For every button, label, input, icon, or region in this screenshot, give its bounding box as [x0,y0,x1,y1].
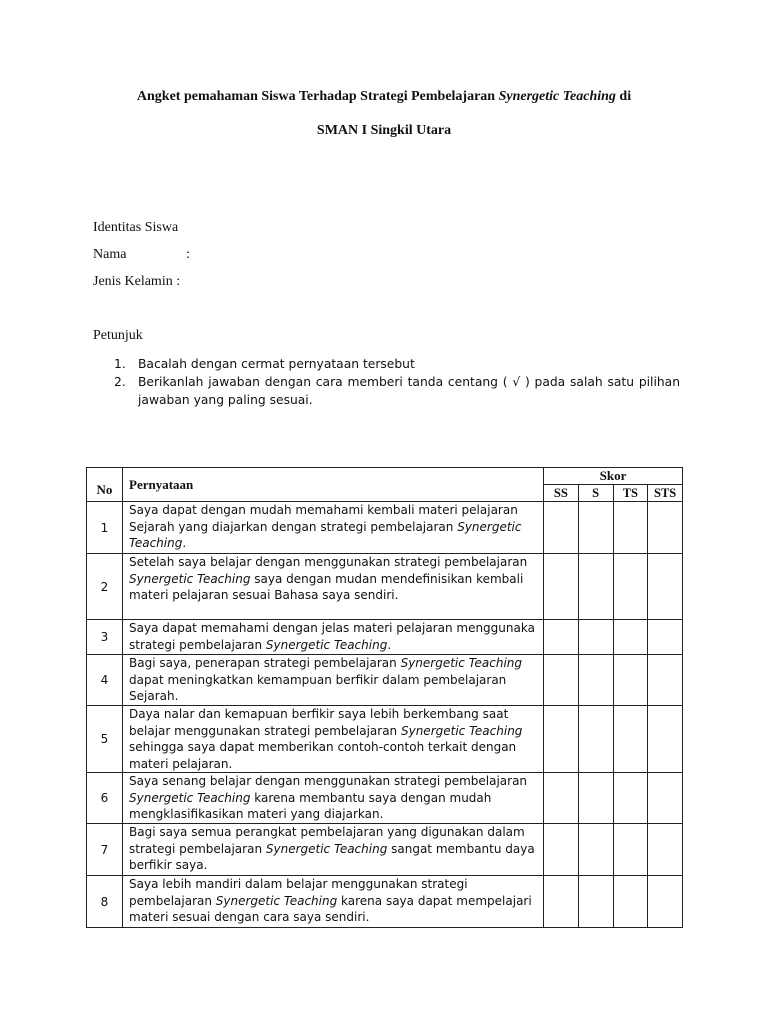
score-cell-s[interactable] [578,554,613,620]
score-cell-sts[interactable] [648,502,683,554]
statement-text-end: karena saya dapat mempelajari materi sesuai dengan cara saya sendiri. [129,893,532,924]
score-cell-sts[interactable] [648,773,683,824]
score-cell-s[interactable] [578,620,613,655]
table-row [87,824,683,876]
score-cell-ss[interactable] [544,824,579,876]
col-header-no: No [87,468,123,502]
row-number: 7 [87,824,123,876]
score-cell-ts[interactable] [613,554,648,620]
score-cell-sts[interactable] [648,655,683,706]
score-cell-ts[interactable] [613,876,648,928]
col-header-ss: SS [544,485,579,502]
score-cell-s[interactable] [578,876,613,928]
score-cell-sts[interactable] [648,876,683,928]
list-number: 1. [114,357,126,371]
table-row [87,502,683,554]
statement-text-end: sehingga saya dapat memberikan contoh-contoh terkait dengan materi pelajaran. [129,740,517,771]
row-number: 8 [87,876,123,928]
row-statement [123,620,544,655]
statement-text: Saya lebih mandiri dalam belajar menggunakan strategi pembelajaran [129,877,468,908]
score-cell-ts[interactable] [613,620,648,655]
statement-text: Saya dapat memahami dengan jelas materi pelajaran menggunaka strategi pembelajaran [129,621,535,652]
table-row [87,554,683,620]
list-number: 2. [114,375,126,389]
statement-text: Daya nalar dan kemapuan berfikir saya lebih berkembang saat belajar menggunakan strategi pembelajaran [129,707,509,738]
score-cell-ts[interactable] [613,655,648,706]
statement-emphasis: Synergetic Teaching [129,571,251,586]
row-statement [123,876,544,928]
table-row [87,773,683,824]
row-statement [123,502,544,554]
score-cell-ss[interactable] [544,876,579,928]
list-text: Bacalah dengan cermat pernyataan tersebut [138,357,415,371]
col-header-score: Skor [544,468,683,485]
statement-emphasis: Synergetic Teaching [129,519,522,550]
row-statement [123,554,544,620]
score-cell-s[interactable] [578,824,613,876]
statement-text: Bagi saya, penerapan strategi pembelajaran [129,656,401,670]
table-row [87,706,683,773]
table-row [87,620,683,655]
score-cell-s[interactable] [578,773,613,824]
statement-emphasis: Synergetic Teaching [129,790,251,805]
table-row [87,876,683,928]
row-statement [123,655,544,706]
statement-text-end: saya dengan mudan mendefinisikan kembali materi pelajaran sesuai Bahasa saya sendiri. [129,571,524,602]
col-header-sts: STS [648,485,683,502]
score-cell-s[interactable] [578,706,613,773]
statement-text-end: . [387,637,392,652]
statement-text-end: karena membantu saya dengan mudah mengklasifikasikan materi yang diajarkan. [129,790,492,821]
score-cell-ss[interactable] [544,706,579,773]
gender-field[interactable]: Jenis Kelamin : [93,274,181,289]
row-number: 4 [87,655,123,706]
row-number: 2 [87,554,123,620]
title-emphasis: Synergetic Teaching [498,89,616,104]
score-cell-ts[interactable] [613,824,648,876]
score-cell-sts[interactable] [648,620,683,655]
col-header-s: S [578,485,613,502]
statement-text-end: sangat membantu daya berfikir saya. [129,841,535,872]
score-cell-ts[interactable] [613,706,648,773]
score-cell-sts[interactable] [648,706,683,773]
statement-text-end: . [182,536,187,550]
score-cell-ss[interactable] [544,620,579,655]
title-suffix: di [615,89,632,104]
questionnaire-table [86,467,683,928]
list-text: Berikanlah jawaban dengan cara memberi tanda centang ( √ ) pada salah satu pilihan jawaban yang paling sesuai. [138,375,680,407]
row-number: 5 [87,706,123,773]
row-statement [123,824,544,876]
statement-text-end: dapat meningkatkan kemampuan berfikir dalam pembelajaran Sejarah. [129,672,507,703]
statement-text: Saya dapat dengan mudah memahami kembali materi pelajaran Sejarah yang diajarkan dengan strategi pembelajaran [129,503,518,534]
instructions-list [114,355,680,409]
statement-text: Setelah saya belajar dengan menggunakan strategi pembelajaran [129,555,528,569]
score-cell-ss[interactable] [544,655,579,706]
score-cell-ts[interactable] [613,502,648,554]
score-cell-s[interactable] [578,655,613,706]
name-field[interactable] [93,247,190,263]
row-number: 1 [87,502,123,554]
row-number: 3 [87,620,123,655]
score-cell-sts[interactable] [648,824,683,876]
statement-emphasis: Synergetic Teaching [265,841,388,856]
row-statement [123,706,544,773]
col-header-statement: Pernyataan [123,468,544,502]
statement-emphasis: Synergetic Teaching [265,637,388,652]
document-title-line2: SMAN I Singkil Utara [316,123,452,138]
statement-emphasis: Synergetic Teaching [215,893,338,908]
document-title-line1 [0,89,768,105]
name-colon: : [186,247,190,262]
table-row [87,655,683,706]
score-cell-sts[interactable] [648,554,683,620]
score-cell-s[interactable] [578,502,613,554]
statement-emphasis: Synergetic Teaching [400,656,523,670]
row-statement [123,773,544,824]
score-cell-ss[interactable] [544,502,579,554]
list-item [114,373,680,409]
score-cell-ss[interactable] [544,554,579,620]
statement-text: Bagi saya semua perangkat pembelajaran yang digunakan dalam strategi pembelajaran [129,825,525,856]
score-cell-ss[interactable] [544,773,579,824]
score-cell-ts[interactable] [613,773,648,824]
statement-emphasis: Synergetic Teaching [400,723,523,738]
col-header-ts: TS [613,485,648,502]
identity-heading: Identitas Siswa [93,220,179,235]
name-label: Nama [93,247,127,262]
list-item [114,355,680,373]
statement-text: Saya senang belajar dengan menggunakan strategi pembelajaran [129,774,528,788]
row-number: 6 [87,773,123,824]
instructions-heading: Petunjuk [93,328,143,343]
title-text: Angket pemahaman Siswa Terhadap Strategi Pembelajaran [136,89,499,104]
